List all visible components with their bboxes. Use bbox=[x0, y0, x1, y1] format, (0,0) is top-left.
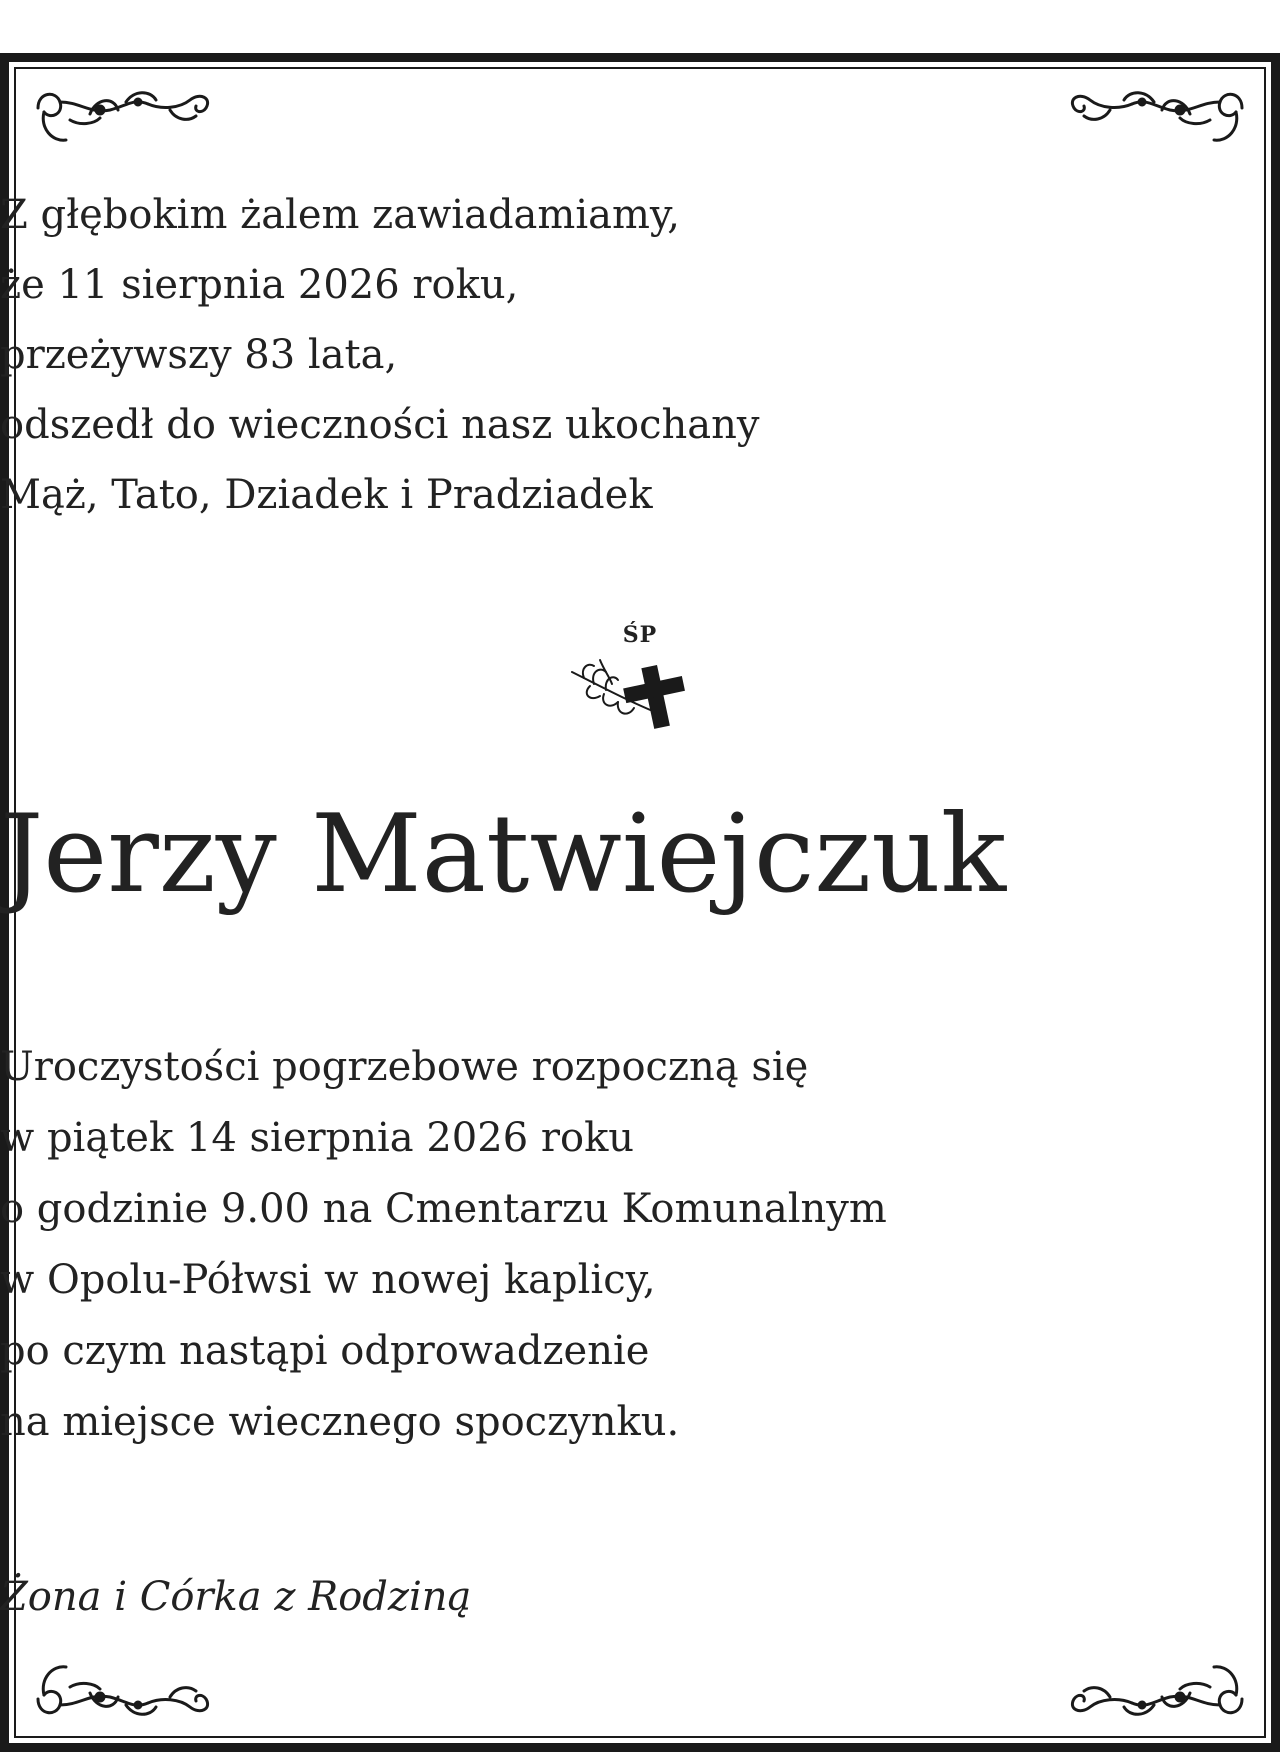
ceremony-line: w Opolu-Półwsi w nowej kaplicy, bbox=[0, 1257, 656, 1303]
funeral-details bbox=[0, 1032, 1280, 1458]
sp-label: ŚP bbox=[622, 622, 658, 648]
intro-line: Mąż, Tato, Dziadek i Pradziadek bbox=[0, 472, 653, 518]
announcement-intro bbox=[0, 180, 1280, 530]
corner-ornament-bottom-left-icon bbox=[30, 1655, 220, 1727]
ceremony-line: o godzinie 9.00 na Cmentarzu Komunalnym bbox=[0, 1186, 887, 1232]
corner-ornament-bottom-right-icon bbox=[1060, 1655, 1250, 1727]
intro-line: Z głębokim żalem zawiadamiamy, bbox=[0, 192, 680, 238]
intro-line: że 11 sierpnia 2026 roku, bbox=[0, 262, 519, 308]
corner-ornament-top-left-icon bbox=[30, 80, 220, 152]
intro-line: odszedł do wieczności nasz ukochany bbox=[0, 402, 760, 448]
deceased-name: Jerzy Matwiejczuk bbox=[0, 792, 1007, 917]
family-signature: Żona i Córka z Rodziną bbox=[0, 1574, 472, 1620]
ceremony-line: Uroczystości pogrzebowe rozpoczną się bbox=[0, 1044, 809, 1090]
corner-ornament-top-right-icon bbox=[1060, 80, 1250, 152]
ceremony-line: na miejsce wiecznego spoczynku. bbox=[0, 1399, 680, 1445]
memorial-symbol bbox=[560, 622, 720, 732]
intro-line: przeżywszy 83 lata, bbox=[0, 332, 398, 378]
ceremony-line: w piątek 14 sierpnia 2026 roku bbox=[0, 1115, 635, 1161]
ceremony-line: po czym nastąpi odprowadzenie bbox=[0, 1328, 650, 1374]
